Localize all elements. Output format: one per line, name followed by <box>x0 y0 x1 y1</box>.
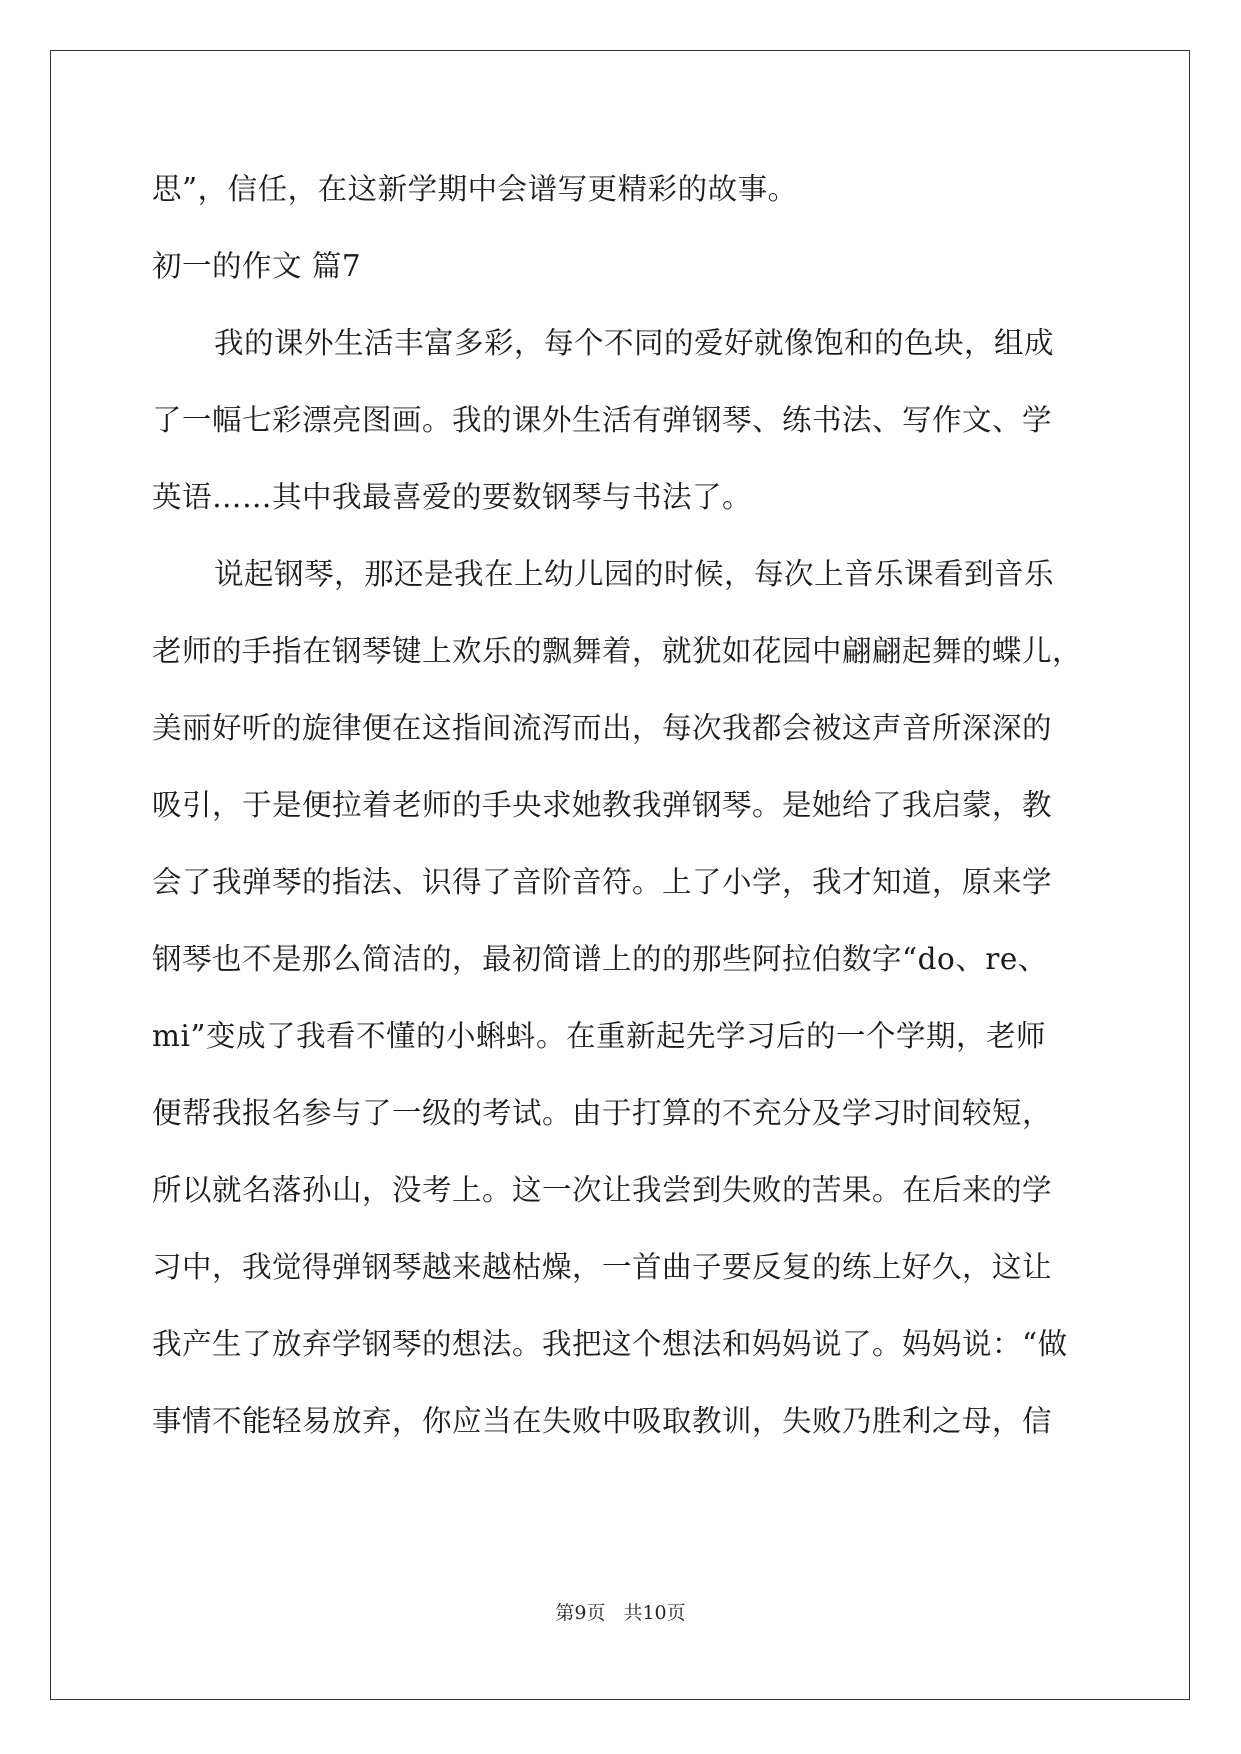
paragraph-line: 吸引，于是便拉着老师的手央求她教我弹钢琴。是她给了我启蒙，教 <box>152 788 1053 822</box>
paragraph-line: 我产生了放弃学钢琴的想法。我把这个想法和妈妈说了。妈妈说：“做 <box>152 1327 1068 1361</box>
paragraph-line: 所以就名落孙山，没考上。这一次让我尝到失败的苦果。在后来的学 <box>152 1173 1053 1207</box>
paragraph-line: 了一幅七彩漂亮图画。我的课外生活有弹钢琴、练书法、写作文、学 <box>152 403 1053 437</box>
paragraph-line: 思”，信任，在这新学期中会谱写更精彩的故事。 <box>152 172 798 206</box>
current-page-number: 第9页 <box>555 1602 606 1624</box>
paragraph-line: mi”变成了我看不懂的小蝌蚪。在重新起先学习后的一个学期，老师 <box>152 1019 1046 1053</box>
paragraph-line: 美丽好听的旋律便在这指间流泻而出，每次我都会被这声音所深深的 <box>152 711 1053 745</box>
paragraph-line: 会了我弹琴的指法、识得了音阶音符。上了小学，我才知道，原来学 <box>152 865 1053 899</box>
paragraph-line: 事情不能轻易放弃，你应当在失败中吸取教训，失败乃胜利之母，信 <box>152 1404 1053 1438</box>
paragraph-line: 老师的手指在钢琴键上欢乐的飘舞着，就犹如花园中翩翩起舞的蝶儿， <box>152 634 1083 668</box>
page-footer <box>0 1598 1241 1625</box>
total-page-count: 共10页 <box>623 1602 686 1624</box>
section-heading: 初一的作文 篇7 <box>152 249 362 283</box>
paragraph-line: 钢琴也不是那么简洁的，最初简谱上的的那些阿拉伯数字“do、re、 <box>152 942 1048 976</box>
document-body <box>152 163 1092 1472</box>
paragraph-line: 习中，我觉得弹钢琴越来越枯燥，一首曲子要反复的练上好久，这让 <box>152 1250 1053 1284</box>
paragraph-line: 便帮我报名参与了一级的考试。由于打算的不充分及学习时间较短， <box>152 1096 1053 1130</box>
paragraph-line: 英语……其中我最喜爱的要数钢琴与书法了。 <box>152 480 753 514</box>
paragraph-line: 我的课外生活丰富多彩，每个不同的爱好就像饱和的色块，组成 <box>214 326 1055 360</box>
paragraph-line: 说起钢琴，那还是我在上幼儿园的时候，每次上音乐课看到音乐 <box>214 557 1055 591</box>
